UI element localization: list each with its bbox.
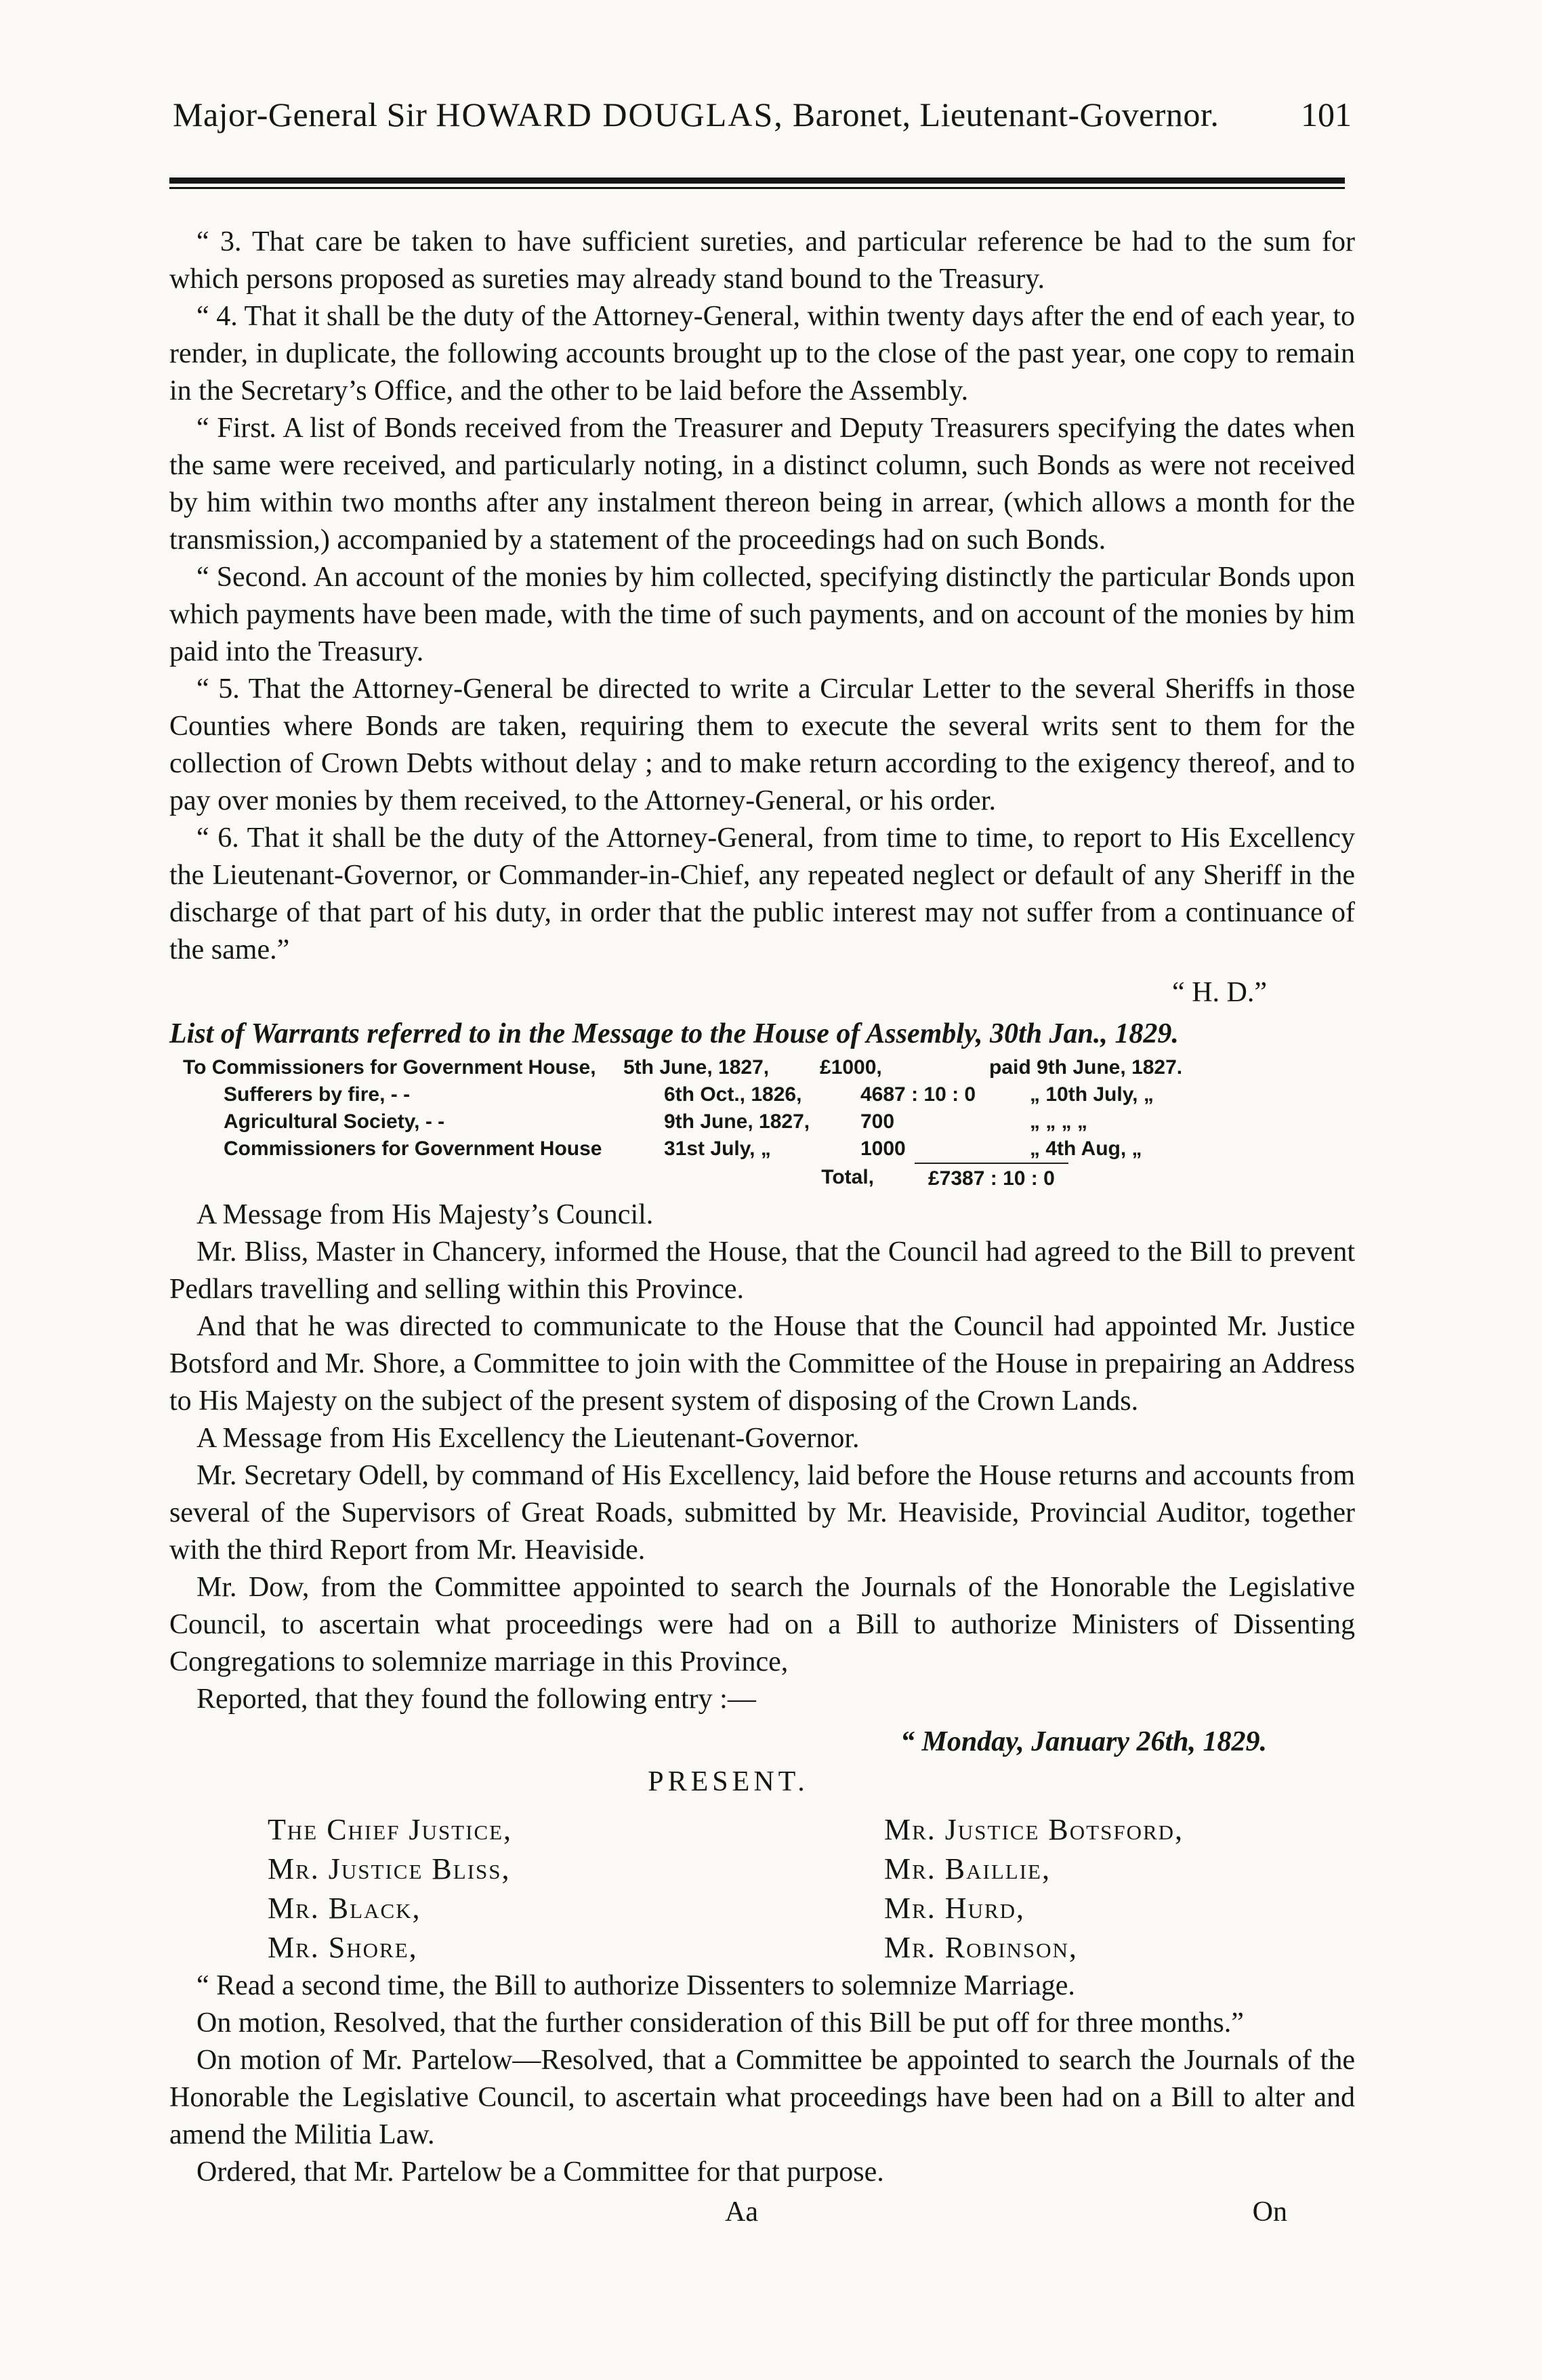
paragraph-resolution-5: “ 5. That the Attorney-General be directed to write a Circular Letter to the several Sheriffs in those Counties where Bonds are taken, requiring them to execute the several writs sent to them for the collection of Crown Debts without delay ; and to make return according to the exigency thereof, and to pay over monies by them received, to the Attorney-General, or his order.	[169, 673, 1355, 816]
warrant-paid: „ 10th July, „	[1030, 1083, 1154, 1106]
warrants-table	[169, 1054, 1355, 1163]
page-footer	[169, 2194, 1355, 2231]
page-number: 101	[1301, 96, 1352, 133]
present-member: The Chief Justice,	[268, 1813, 513, 1846]
running-title	[173, 95, 1219, 134]
present-member: Mr. Shore,	[268, 1931, 418, 1964]
running-title-prefix: Major-General Sir	[173, 96, 428, 133]
paragraph-resolution-4: “ 4. That it shall be the duty of the Attorney-General, within twenty days after the end of each year, to render, in duplicate, the following accounts brought up to the close of the past year, one copy to remain in the Secretary’s Office, and the other to be laid before the Assembly.	[169, 301, 1355, 406]
paragraph-second: “ Second. An account of the monies by him collected, specifying distinctly the particular Bonds upon which payments have been made, with the time of such payments, and on account of the monies by him paid into the Treasury.	[169, 562, 1355, 667]
present-member: Mr. Hurd,	[884, 1892, 1026, 1925]
warrant-amount: 1000	[860, 1137, 906, 1160]
paragraph-resolution-6: “ 6. That it shall be the duty of the Attorney-General, from time to time, to report to His Excellency the Lieutenant-Governor, or Commander-in-Chief, any repeated neglect or default of any Sheriff in the discharge of that part of his duty, in order that the public interest may not suffer from a continuance of the same.”	[169, 822, 1355, 965]
running-title-name: HOWARD DOUGLAS,	[436, 96, 784, 133]
header-rule-thin	[169, 187, 1345, 189]
header-rule-thick	[169, 178, 1345, 184]
present-list	[169, 1810, 1355, 1967]
warrants-list-title: List of Warrants referred to in the Message to the House of Assembly, 30th Jan., 1829.	[169, 1018, 1179, 1049]
warrants-total-row	[169, 1163, 1355, 1194]
table-row	[169, 1108, 1355, 1135]
catchword: On	[1252, 2196, 1287, 2228]
paragraph-read-second-time: “ Read a second time, the Bill to authorize Dissenters to solemnize Marriage.	[196, 1970, 1075, 2001]
present-member: Mr. Black,	[268, 1892, 421, 1925]
warrant-amount: 4687 : 10 : 0	[860, 1083, 976, 1106]
paragraph-governor-message: A Message from His Excellency the Lieutenant-Governor.	[196, 1423, 860, 1454]
paragraph-dow: Mr. Dow, from the Committee appointed to search the Journals of the Honorable the Legislative Council, to ascertain what proceedings were had on a Bill to authorize Ministers of Dissenting Congregations to solemnize marriage in this Province,	[169, 1572, 1355, 1677]
paragraph-ordered: Ordered, that Mr. Partelow be a Committee for that purpose.	[196, 2156, 884, 2188]
table-row	[169, 1081, 1355, 1108]
warrant-paid: paid 9th June, 1827.	[989, 1056, 1183, 1079]
running-header	[173, 95, 1352, 142]
present-heading: PRESENT.	[648, 1766, 809, 1797]
signature-initials: “ H. D.”	[1172, 977, 1267, 1008]
warrant-paid: „ „ „ „	[1030, 1110, 1088, 1133]
paragraph-reported: Reported, that they found the following entry :—	[196, 1684, 756, 1715]
paragraph-bliss: Mr. Bliss, Master in Chancery, informed the House, that the Council had agreed to the Bill to prevent Pedlars travelling and selling within this Province.	[169, 1236, 1355, 1305]
warrant-name: To Commissioners for Government House,	[183, 1056, 596, 1079]
warrant-date: 5th June, 1827,	[623, 1056, 770, 1079]
body-text	[169, 224, 1355, 2231]
warrant-date: 31st July, „	[664, 1137, 771, 1160]
table-row	[169, 1135, 1355, 1163]
total-value: £7387 : 10 : 0	[915, 1163, 1068, 1194]
present-member: Mr. Justice Botsford,	[884, 1813, 1184, 1846]
paragraph-council-message: A Message from His Majesty’s Council.	[196, 1199, 654, 1230]
running-title-suffix: Baronet, Lieutenant-Governor.	[792, 96, 1220, 133]
paragraph-motion-resolved: On motion, Resolved, that the further consideration of this Bill be put off for three months.”	[196, 2007, 1244, 2039]
paragraph-partelow-motion: On motion of Mr. Partelow—Resolved, that a Committee be appointed to search the Journals of the Honorable the Legislative Council, to ascertain what proceedings have been had on a Bill to alter and amend the Militia Law.	[169, 2045, 1355, 2150]
warrant-date: 9th June, 1827,	[664, 1110, 810, 1133]
paragraph-resolution-3: “ 3. That care be taken to have sufficient sureties, and particular reference be had to the sum for which persons proposed as sureties may already stand bound to the Treasury.	[169, 226, 1355, 295]
table-row	[169, 1054, 1355, 1081]
paragraph-committee-appointed: And that he was directed to communicate to the House that the Council had appointed Mr. Justice Botsford and Mr. Shore, a Committee to join with the Committee of the House in prepairing an Address to His Majesty on the subject of the present system of disposing of the Crown Lands.	[169, 1311, 1355, 1417]
paragraph-odell: Mr. Secretary Odell, by command of His Excellency, laid before the House returns and accounts from several of the Supervisors of Great Roads, submitted by Mr. Heaviside, Provincial Auditor, together with the third Report from Mr. Heaviside.	[169, 1460, 1355, 1566]
total-label: Total,	[821, 1166, 874, 1188]
entry-date: “ Monday, January 26th, 1829.	[900, 1726, 1267, 1757]
warrant-name: Commissioners for Government House	[224, 1137, 602, 1160]
paragraph-first: “ First. A list of Bonds received from the Treasurer and Deputy Treasurers specifying the dates when the same were received, and particularly noting, in a distinct column, such Bonds as were not received by him within two months after any instalment thereon being in arrear, (which allows a month for the transmission,) accompanied by a statement of the proceedings had on such Bonds.	[169, 413, 1355, 556]
warrant-paid: „ 4th Aug, „	[1030, 1137, 1142, 1160]
present-member: Mr. Robinson,	[884, 1931, 1078, 1964]
present-member: Mr. Baillie,	[884, 1852, 1051, 1885]
present-member: Mr. Justice Bliss,	[268, 1852, 511, 1885]
warrant-name: Agricultural Society, - -	[224, 1110, 445, 1133]
signature-mark: Aa	[725, 2196, 758, 2228]
warrant-date: 6th Oct., 1826,	[664, 1083, 802, 1106]
warrant-name: Sufferers by fire, - -	[224, 1083, 411, 1106]
warrant-amount: 700	[860, 1110, 895, 1133]
warrant-amount: £1000,	[820, 1056, 882, 1079]
